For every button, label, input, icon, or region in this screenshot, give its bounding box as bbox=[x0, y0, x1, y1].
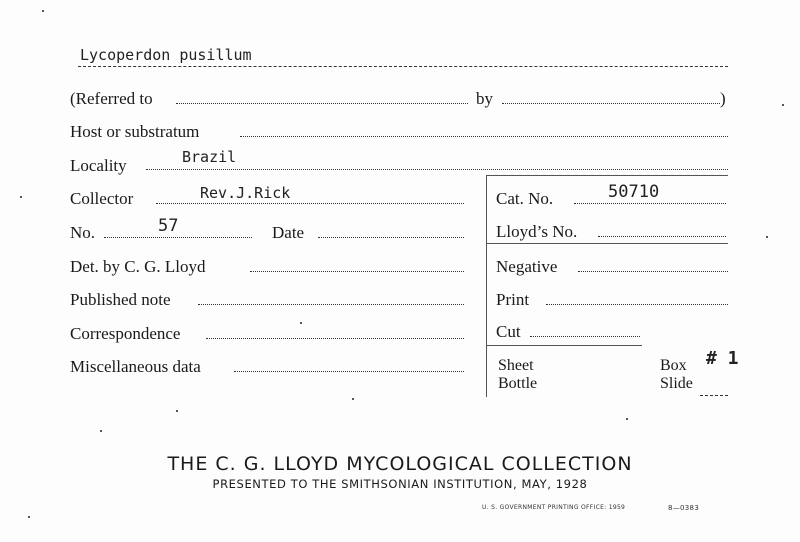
sheet-label: Sheet bbox=[498, 357, 534, 374]
scan-speck bbox=[626, 418, 628, 420]
cat-no-field[interactable] bbox=[574, 203, 726, 204]
scan-speck bbox=[20, 196, 22, 198]
negative-field[interactable] bbox=[578, 271, 728, 272]
host-field[interactable] bbox=[240, 136, 728, 137]
box-panel-divider-1 bbox=[486, 243, 728, 244]
box-value: # 1 bbox=[706, 348, 739, 369]
misc-data-label: Miscellaneous data bbox=[70, 357, 201, 376]
cut-field[interactable] bbox=[530, 336, 640, 337]
slide-label: Slide bbox=[660, 375, 693, 392]
collector-field[interactable] bbox=[156, 203, 464, 204]
print-field[interactable] bbox=[546, 304, 728, 305]
cat-no-value: 50710 bbox=[608, 182, 660, 202]
scan-speck bbox=[782, 104, 784, 106]
collection-title: THE C. G. LLOYD MYCOLOGICAL COLLECTION bbox=[167, 453, 633, 475]
box-label: Box bbox=[660, 357, 687, 374]
cat-no-label: Cat. No. bbox=[496, 189, 554, 208]
bottle-label: Bottle bbox=[498, 375, 538, 392]
referred-to-field[interactable] bbox=[176, 103, 468, 104]
scan-speck bbox=[352, 398, 354, 400]
misc-data-field[interactable] bbox=[234, 371, 464, 372]
no-field[interactable] bbox=[104, 237, 252, 238]
collection-subtitle: PRESENTED TO THE SMITHSONIAN INSTITUTION, MAY, 1928 bbox=[212, 477, 588, 491]
box-panel-top bbox=[486, 175, 728, 176]
by-field[interactable] bbox=[502, 103, 720, 104]
scan-speck bbox=[42, 10, 44, 12]
scan-speck bbox=[100, 430, 102, 432]
det-by-field[interactable] bbox=[250, 271, 464, 272]
collector-label: Collector bbox=[70, 189, 134, 208]
species-name: Lycoperdon pusillum bbox=[80, 46, 252, 64]
close-paren: ) bbox=[720, 89, 726, 108]
box-panel-divider-2 bbox=[486, 345, 642, 346]
no-label: No. bbox=[70, 223, 96, 242]
det-by-label: Det. by C. G. Lloyd bbox=[70, 257, 206, 276]
slide-field[interactable] bbox=[700, 395, 728, 396]
date-field[interactable] bbox=[318, 237, 464, 238]
locality-value: Brazil bbox=[182, 148, 237, 166]
box-panel-border bbox=[486, 175, 487, 397]
published-note-field[interactable] bbox=[198, 304, 464, 305]
published-note-label: Published note bbox=[70, 290, 171, 309]
lloyds-no-field[interactable] bbox=[598, 236, 726, 237]
print-label: Print bbox=[496, 290, 530, 309]
host-label: Host or substratum bbox=[70, 122, 200, 141]
scan-speck bbox=[766, 236, 768, 238]
printing-office-note: U. S. GOVERNMENT PRINTING OFFICE: 1959 bbox=[482, 504, 626, 511]
species-line bbox=[78, 66, 728, 67]
correspondence-label: Correspondence bbox=[70, 324, 181, 343]
lloyds-no-label: Lloyd’s No. bbox=[496, 222, 578, 241]
date-label: Date bbox=[272, 223, 305, 242]
no-value: 57 bbox=[158, 216, 179, 236]
by-label: by bbox=[476, 89, 493, 108]
form-code: 8—0383 bbox=[668, 504, 700, 512]
negative-label: Negative bbox=[496, 257, 558, 276]
referred-to-label: (Referred to bbox=[70, 89, 153, 108]
cut-label: Cut bbox=[496, 322, 521, 341]
collector-value: Rev.J.Rick bbox=[200, 184, 291, 202]
scan-speck bbox=[300, 322, 302, 324]
locality-field[interactable] bbox=[146, 169, 728, 170]
scan-speck bbox=[28, 516, 30, 518]
locality-label: Locality bbox=[70, 156, 127, 175]
scan-speck bbox=[176, 410, 178, 412]
correspondence-field[interactable] bbox=[206, 338, 464, 339]
